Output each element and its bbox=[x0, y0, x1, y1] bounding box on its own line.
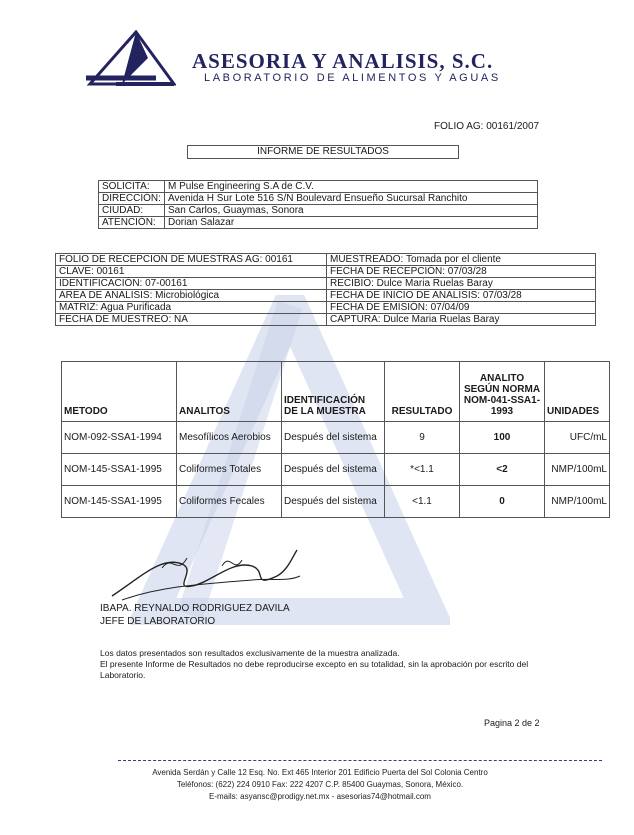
sample-left-cell: MATRIZ: Agua Purificada bbox=[56, 302, 327, 314]
header-norma-line2: SEGÚN NORMA bbox=[463, 384, 541, 395]
header-ident-line1: IDENTIFICACIÓN bbox=[284, 395, 366, 406]
cell-norma: <2 bbox=[460, 454, 545, 486]
results-table bbox=[61, 361, 610, 518]
note-line: El presente Informe de Resultados no debe reproducirse excepto en su totalidad, sin la aprobación por escrito del Laboratorio. bbox=[100, 659, 529, 680]
header-ident-line2: DE LA MUESTRA bbox=[284, 406, 366, 417]
sample-left-cell: FECHA DE MUESTREO: NA bbox=[56, 314, 327, 326]
disclaimer-note bbox=[100, 648, 540, 681]
cell-metodo: NOM-145-SSA1-1995 bbox=[62, 486, 177, 518]
cell-unidades: NMP/100mL bbox=[545, 454, 610, 486]
cell-ident: Después del sistema bbox=[282, 422, 385, 454]
cell-analito: Coliformes Fecales bbox=[177, 486, 282, 518]
sample-row bbox=[56, 314, 596, 326]
footer-line: Teléfonos: (622) 224 0910 Fax: 222 4207 C.P. 85400 Guaymas, Sonora, México. bbox=[176, 780, 464, 789]
note-line: Los datos presentados son resultados exclusivamente de la muestra analizada. bbox=[100, 648, 400, 658]
client-row-ciudad bbox=[99, 205, 538, 217]
header-norma-line3: NOM-041-SSA1- bbox=[463, 395, 541, 406]
sample-right-cell: RECIBIO: Dulce Maria Ruelas Baray bbox=[327, 278, 596, 290]
sample-info-table bbox=[55, 253, 596, 326]
table-row bbox=[62, 422, 610, 454]
sample-row bbox=[56, 278, 596, 290]
client-row-solicita bbox=[99, 181, 538, 193]
page-number: Pagina 2 de 2 bbox=[484, 718, 540, 728]
header-resultado: RESULTADO bbox=[385, 362, 460, 422]
table-row bbox=[62, 486, 610, 518]
signer-title: JEFE DE LABORATORIO bbox=[100, 616, 216, 627]
client-label: CIUDAD: bbox=[99, 205, 165, 217]
footer-divider bbox=[118, 760, 602, 761]
cell-metodo: NOM-092-SSA1-1994 bbox=[62, 422, 177, 454]
footer-line: E-mails: asyansc@prodigy.net.mx - asesorias74@hotmail.com bbox=[209, 792, 431, 801]
client-row-atencion bbox=[99, 217, 538, 229]
signer-name: IBAPA. REYNALDO RODRIGUEZ DAVILA bbox=[100, 603, 290, 614]
folio-number: FOLIO AG: 00161/2007 bbox=[434, 121, 540, 132]
header-norma-line4: 1993 bbox=[490, 406, 514, 417]
cell-unidades: NMP/100mL bbox=[545, 486, 610, 518]
header-metodo: METODO bbox=[62, 362, 177, 422]
sample-right-cell: MUESTREADO: Tomada por el cliente bbox=[327, 254, 596, 266]
sample-right-cell: FECHA DE INICIO DE ANALISIS: 07/03/28 bbox=[327, 290, 596, 302]
sample-left-cell: IDENTIFICACIÓN: 07-00161 bbox=[56, 278, 327, 290]
company-subtitle: LABORATORIO DE ALIMENTOS Y AGUAS bbox=[204, 72, 501, 84]
sample-row bbox=[56, 302, 596, 314]
sample-row bbox=[56, 266, 596, 278]
sample-left-cell: FOLIO DE RECEPCION DE MUESTRAS AG: 00161 bbox=[56, 254, 327, 266]
cell-resultado: <1.1 bbox=[385, 486, 460, 518]
cell-ident: Después del sistema bbox=[282, 454, 385, 486]
cell-unidades: UFC/mL bbox=[545, 422, 610, 454]
footer-line: Avenida Serdán y Calle 12 Esq. No. Ext 465 Interior 201 Edificio Puerta del Sol Colonia Centro bbox=[152, 768, 488, 777]
sample-right-cell: FECHA DE RECEPCIÓN: 07/03/28 bbox=[327, 266, 596, 278]
cell-analito: Coliformes Totales bbox=[177, 454, 282, 486]
header-identificacion bbox=[282, 362, 385, 422]
header-analitos: ANALITOS bbox=[177, 362, 282, 422]
cell-metodo: NOM-145-SSA1-1995 bbox=[62, 454, 177, 486]
cell-resultado: 9 bbox=[385, 422, 460, 454]
sample-left-cell: CLAVE: 00161 bbox=[56, 266, 327, 278]
signer-block bbox=[100, 602, 290, 628]
client-value: Avenida H Sur Lote 516 S/N Boulevard Ensueño Sucursal Ranchito bbox=[165, 193, 538, 205]
client-value: M Pulse Engineering S.A de C.V. bbox=[165, 181, 538, 193]
client-label: SOLICITA: bbox=[99, 181, 165, 193]
cell-ident: Después del sistema bbox=[282, 486, 385, 518]
company-name: ASESORIA Y ANALISIS, S.C. bbox=[192, 49, 494, 73]
cell-norma: 0 bbox=[460, 486, 545, 518]
header-unidades: UNIDADES bbox=[545, 362, 610, 422]
sample-right-cell: FECHA DE EMISIÓN: 07/04/09 bbox=[327, 302, 596, 314]
footer-address bbox=[90, 767, 550, 803]
client-row-direccion bbox=[99, 193, 538, 205]
cell-norma: 100 bbox=[460, 422, 545, 454]
sample-right-cell: CAPTURA: Dulce Maria Ruelas Baray bbox=[327, 314, 596, 326]
client-label: DIRECCIÓN: bbox=[99, 193, 165, 205]
sample-left-cell: AREA DE ANALISIS: Microbiológica bbox=[56, 290, 327, 302]
client-value: San Carlos, Guaymas, Sonora bbox=[165, 205, 538, 217]
sample-row bbox=[56, 290, 596, 302]
company-logo bbox=[86, 30, 176, 88]
client-label: ATENCIÓN: bbox=[99, 217, 165, 229]
signature-image bbox=[102, 546, 302, 604]
report-title: INFORME DE RESULTADOS bbox=[187, 145, 459, 159]
cell-resultado: *<1.1 bbox=[385, 454, 460, 486]
results-header-row bbox=[62, 362, 610, 422]
table-row bbox=[62, 454, 610, 486]
header-norma bbox=[460, 362, 545, 422]
cell-analito: Mesofílicos Aerobios bbox=[177, 422, 282, 454]
sample-row bbox=[56, 254, 596, 266]
client-value: Dorian Salazar bbox=[165, 217, 538, 229]
client-info-table bbox=[98, 180, 538, 229]
header-norma-line1: ANALITO bbox=[479, 373, 525, 384]
